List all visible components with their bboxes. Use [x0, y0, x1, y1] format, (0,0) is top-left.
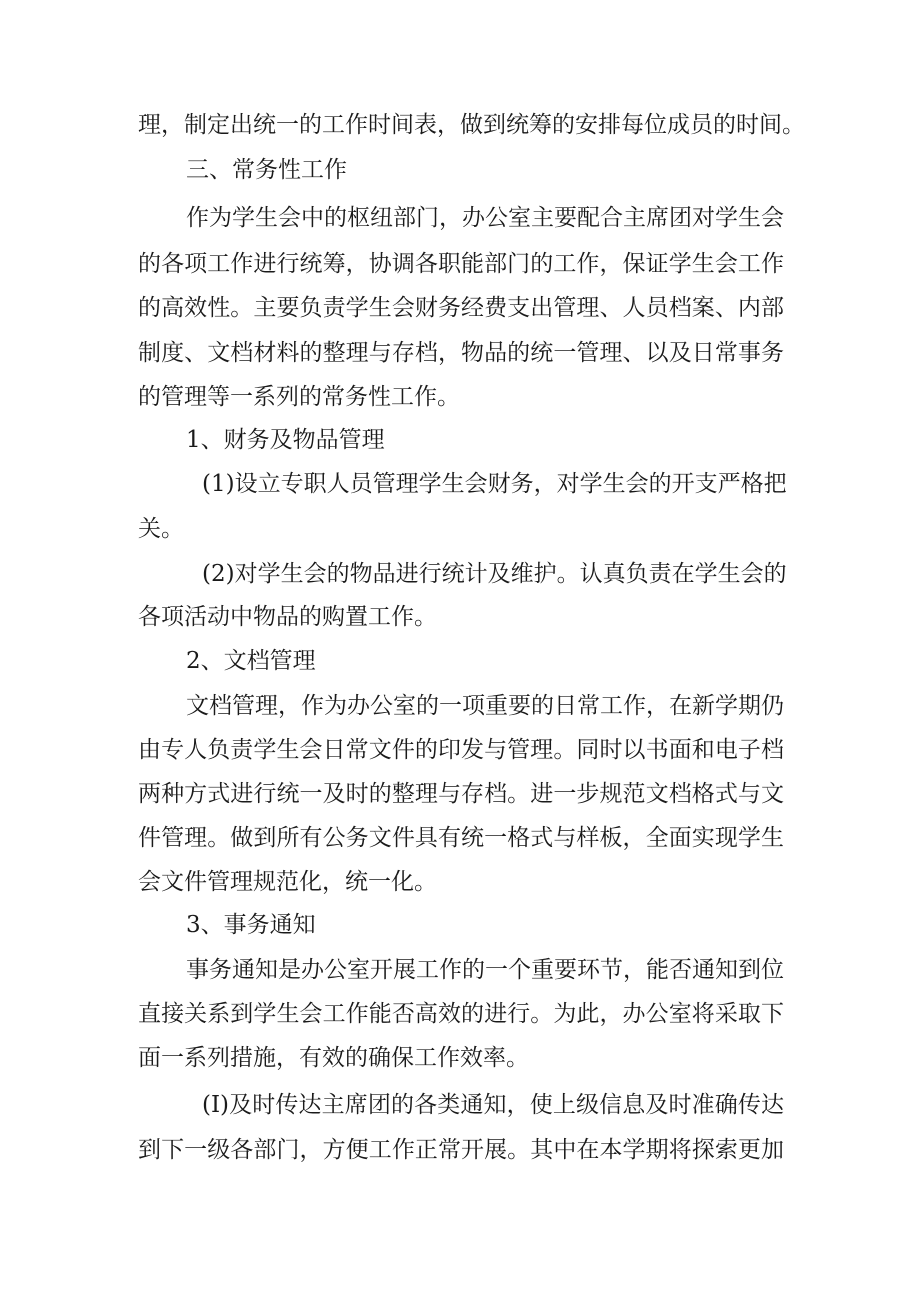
- text-line: 事务通知是办公室开展工作的一个重要环节，能否通知到位: [186, 957, 784, 983]
- text-line: 的高效性。主要负责学生会财务经费支出管理、人员档案、内部: [138, 295, 784, 321]
- text-line: 的各项工作进行统筹，协调各职能部门的工作，保证学生会工作: [138, 251, 784, 277]
- text-line: 各项活动中物品的购置工作。: [138, 604, 437, 630]
- text-line: 到下一级各部门，方便工作正常开展。其中在本学期将探索更加: [138, 1137, 784, 1163]
- text-line: 件管理。做到所有公务文件具有统一格式与样板，全面实现学生: [138, 825, 784, 851]
- subsection-heading: 1、财务及物品管理: [186, 427, 385, 453]
- text-line: 直接关系到学生会工作能否高效的进行。为此，办公室将采取下: [138, 1001, 784, 1027]
- subsection-heading: 2、文档管理: [186, 648, 316, 674]
- text-line: 理，制定出统一的工作时间表，做到统筹的安排每位成员的时间。: [138, 112, 805, 138]
- text-line: (2)对学生会的物品进行统计及维护。认真负责在学生会的: [202, 561, 787, 587]
- subsection-heading: 3、事务通知: [186, 912, 316, 938]
- text-line: 文档管理，作为办公室的一项重要的日常工作，在新学期仍: [186, 693, 784, 719]
- text-line: 的管理等一系列的常务性工作。: [138, 384, 460, 410]
- text-line: 两种方式进行统一及时的整理与存档。进一步规范文档格式与文: [138, 781, 784, 807]
- text-line: 制度、文档材料的整理与存档，物品的统一管理、以及日常事务: [138, 340, 784, 366]
- text-line: 关。: [138, 516, 184, 542]
- text-line: 面一系列措施，有效的确保工作效率。: [138, 1045, 529, 1071]
- text-line: 由专人负责学生会日常文件的印发与管理。同时以书面和电子档: [138, 737, 784, 763]
- text-line: 会文件管理规范化，统一化。: [138, 869, 437, 895]
- text-line: (I)及时传达主席团的各类通知，使上级信息及时准确传达: [202, 1092, 784, 1118]
- text-line: 作为学生会中的枢纽部门，办公室主要配合主席团对学生会: [186, 205, 784, 231]
- text-line: (1)设立专职人员管理学生会财务，对学生会的开支严格把: [202, 471, 787, 497]
- section-heading: 三、常务性工作: [186, 157, 347, 183]
